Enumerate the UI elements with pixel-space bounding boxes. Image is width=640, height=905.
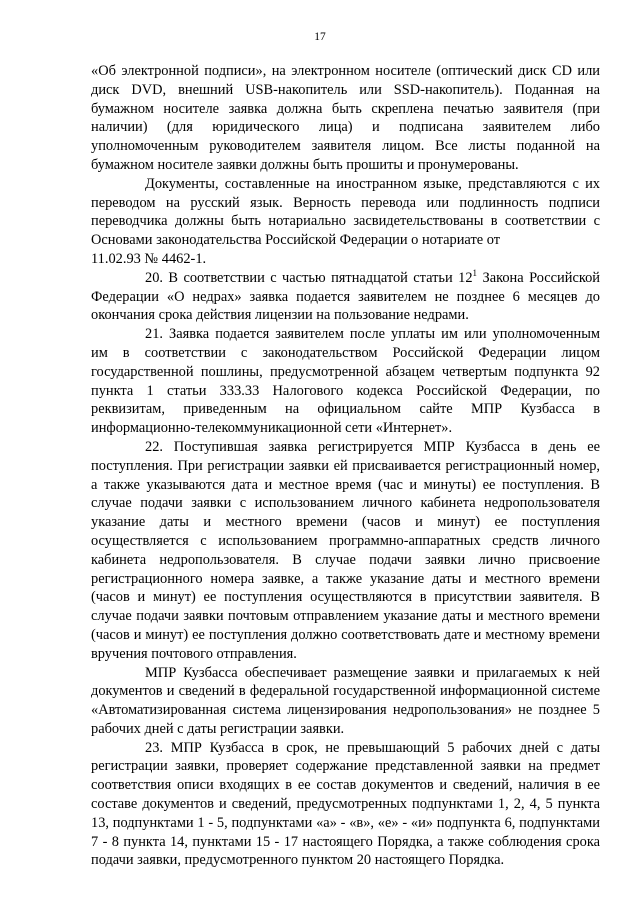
item-20-text-after: Закона Российской Федерации «О недрах» заявка подается заявителем не позднее 6 месяцев до окончания срока действия лицензии на пользование недрами.: [91, 269, 600, 324]
paragraph-item-22: 22. Поступившая заявка регистрируется МПР Кузбасса в день ее поступления. При регистрации заявки ей присваивается регистрационный номер, а также указываются дата и местное время (час и минуты) ее поступления. В случае подачи заявки с использованием личного кабинета недропользователя указание даты и местного времени (часов и минут) ее поступления осуществляется с использованием программно-аппаратных средств личного кабинета недропользователя. В случае подачи заявки лично присвоение регистрационного номера заявке, а также указание даты и местного времени (часов и минут) ее поступления осуществляются в присутствии заявителя. В случае подачи заявки почтовым отправлением указание даты и местного времени (часов и минут) ее поступления должно соответствовать дате и местному времени вручения почтового отправления.: [91, 438, 600, 662]
item-20-superscript: 1: [472, 267, 478, 278]
paragraph-item-21: 21. Заявка подается заявителем после уплаты им или уполномоченным им в соответствии с законодательством Российской Федерации лицом государственной пошлины, предусмотренной абзацем четвертым подпункта 92 пункта 1 статьи 333.33 Налогового кодекса Российской Федерации, по реквизитам, приведенным на официальном сайте МПР Кузбасса в информационно-телекоммуникационной сети «Интернет».: [91, 326, 600, 437]
paragraph-item-23: 23. МПР Кузбасса в срок, не превышающий 5 рабочих дней с даты регистрации заявки, проверяет содержание представленной заявки на предмет соответствия описи входящих в ее состав документов и сведений, наличия в ее составе документов и сведений, предусмотренных подпунктами 1, 2, 4, 5 пункта 13, подпунктами 1 - 5, подпунктами «а» - «в», «е» - «и» подпункта 6, подпунктами 7 - 8 пункта 14, пунктами 15 - 17 настоящего Порядка, а также соблюдения срока подачи заявки, предусмотренного пунктом 20 настоящего Порядка.: [91, 739, 600, 869]
paragraph-continuation: «Об электронной подписи», на электронном носителе (оптический диск CD или диск DVD, внешний USB-накопитель или SSD-накопитель). Поданная на бумажном носителе заявка должна быть скреплена печатью заявителя (при наличии) (для юридического лица) и подписана заявителем либо уполномоченным руководителем заявителя лицом. Все листы поданной на бумажном носителе заявки должны быть прошиты и пронумерованы.: [91, 63, 600, 173]
paragraph-mpr-publication: МПР Кузбасса обеспечивает размещение заявки и прилагаемых к ней документов и сведений в федеральной государственной информационной системе «Автоматизированная система лицензирования недропользования» не позднее 5 рабочих дней с даты регистрации заявки.: [91, 664, 600, 737]
item-20-text-before: 20. В соответствии с частью пятнадцатой статьи 12: [145, 269, 473, 286]
paragraph-foreign-documents: Документы, составленные на иностранном языке, представляются с их переводом на русский язык. Верность перевода или подлинность подписи переводчика должны быть нотариально засвидетельствованы в соответствии с Основами законодательства Российской Федерации о нотариате от: [91, 175, 600, 249]
paragraph-law-reference: 11.02.93 № 4462-1.: [91, 250, 207, 267]
page-number: 17: [314, 31, 326, 43]
paragraph-item-20: [91, 269, 600, 325]
document-body: [91, 62, 600, 870]
